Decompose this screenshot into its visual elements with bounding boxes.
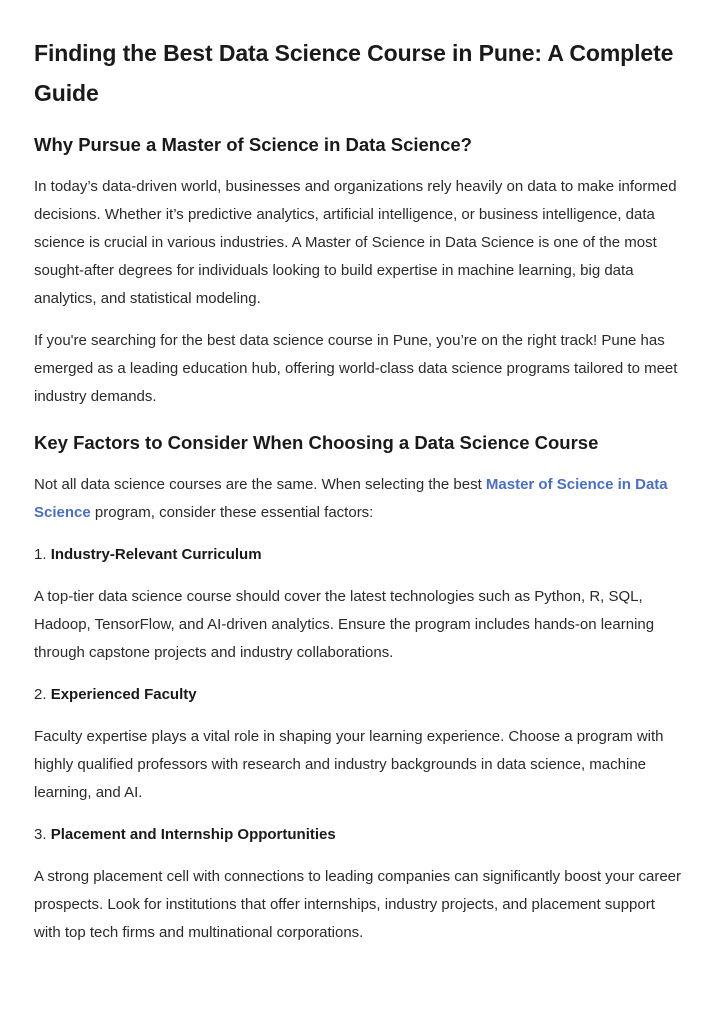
factor-heading-3	[34, 821, 682, 849]
factor-number: 1.	[34, 546, 47, 563]
factor-title: Experienced Faculty	[50, 686, 197, 703]
factor-title: Placement and Internship Opportunities	[50, 826, 336, 843]
intro-text-after: program, consider these essential factors:	[90, 504, 374, 521]
factor-number: 3.	[34, 826, 47, 843]
master-of-science-link[interactable]: Master of Science in Data Science	[34, 476, 668, 521]
factor-heading-1	[34, 541, 682, 569]
paragraph-pune-education-hub: If you're searching for the best data science course in Pune, you’re on the right track! Pune has emerged as a leading education hub, offering world-class data science programs tailored to meet industry demands.	[34, 332, 678, 405]
section-heading-why-pursue: Why Pursue a Master of Science in Data Science?	[34, 134, 472, 155]
factor-heading-2	[34, 681, 682, 709]
page-title: Finding the Best Data Science Course in Pune: A Complete Guide	[34, 40, 674, 106]
factor-description-2: Faculty expertise plays a vital role in shaping your learning experience. Choose a program with highly qualified professors with research and industry backgrounds in data science, machine learning, and AI.	[34, 728, 664, 801]
section-heading-key-factors: Key Factors to Consider When Choosing a Data Science Course	[34, 432, 599, 453]
paragraph-key-factors-intro	[34, 471, 682, 527]
factor-description-1: A top-tier data science course should cover the latest technologies such as Python, R, SQL, Hadoop, TensorFlow, and AI-driven analytics. Ensure the program includes hands-on learning through capstone projects and industry collaborations.	[34, 588, 655, 661]
factor-title: Industry-Relevant Curriculum	[50, 546, 262, 563]
factor-number: 2.	[34, 686, 47, 703]
factor-description-3: A strong placement cell with connections to leading companies can significantly boost your career prospects. Look for institutions that offer internships, industry projects, and placement support with top tech firms and multinational corporations.	[34, 868, 682, 941]
paragraph-data-driven-world: In today’s data-driven world, businesses and organizations rely heavily on data to make informed decisions. Whether it’s predictive analytics, artificial intelligence, or business intelligence, data science is crucial in various industries. A Master of Science in Data Science is one of the most sought-after degrees for individuals looking to build expertise in machine learning, big data analytics, and statistical modeling.	[34, 178, 677, 307]
intro-text-before: Not all data science courses are the same. When selecting the best	[34, 476, 486, 493]
